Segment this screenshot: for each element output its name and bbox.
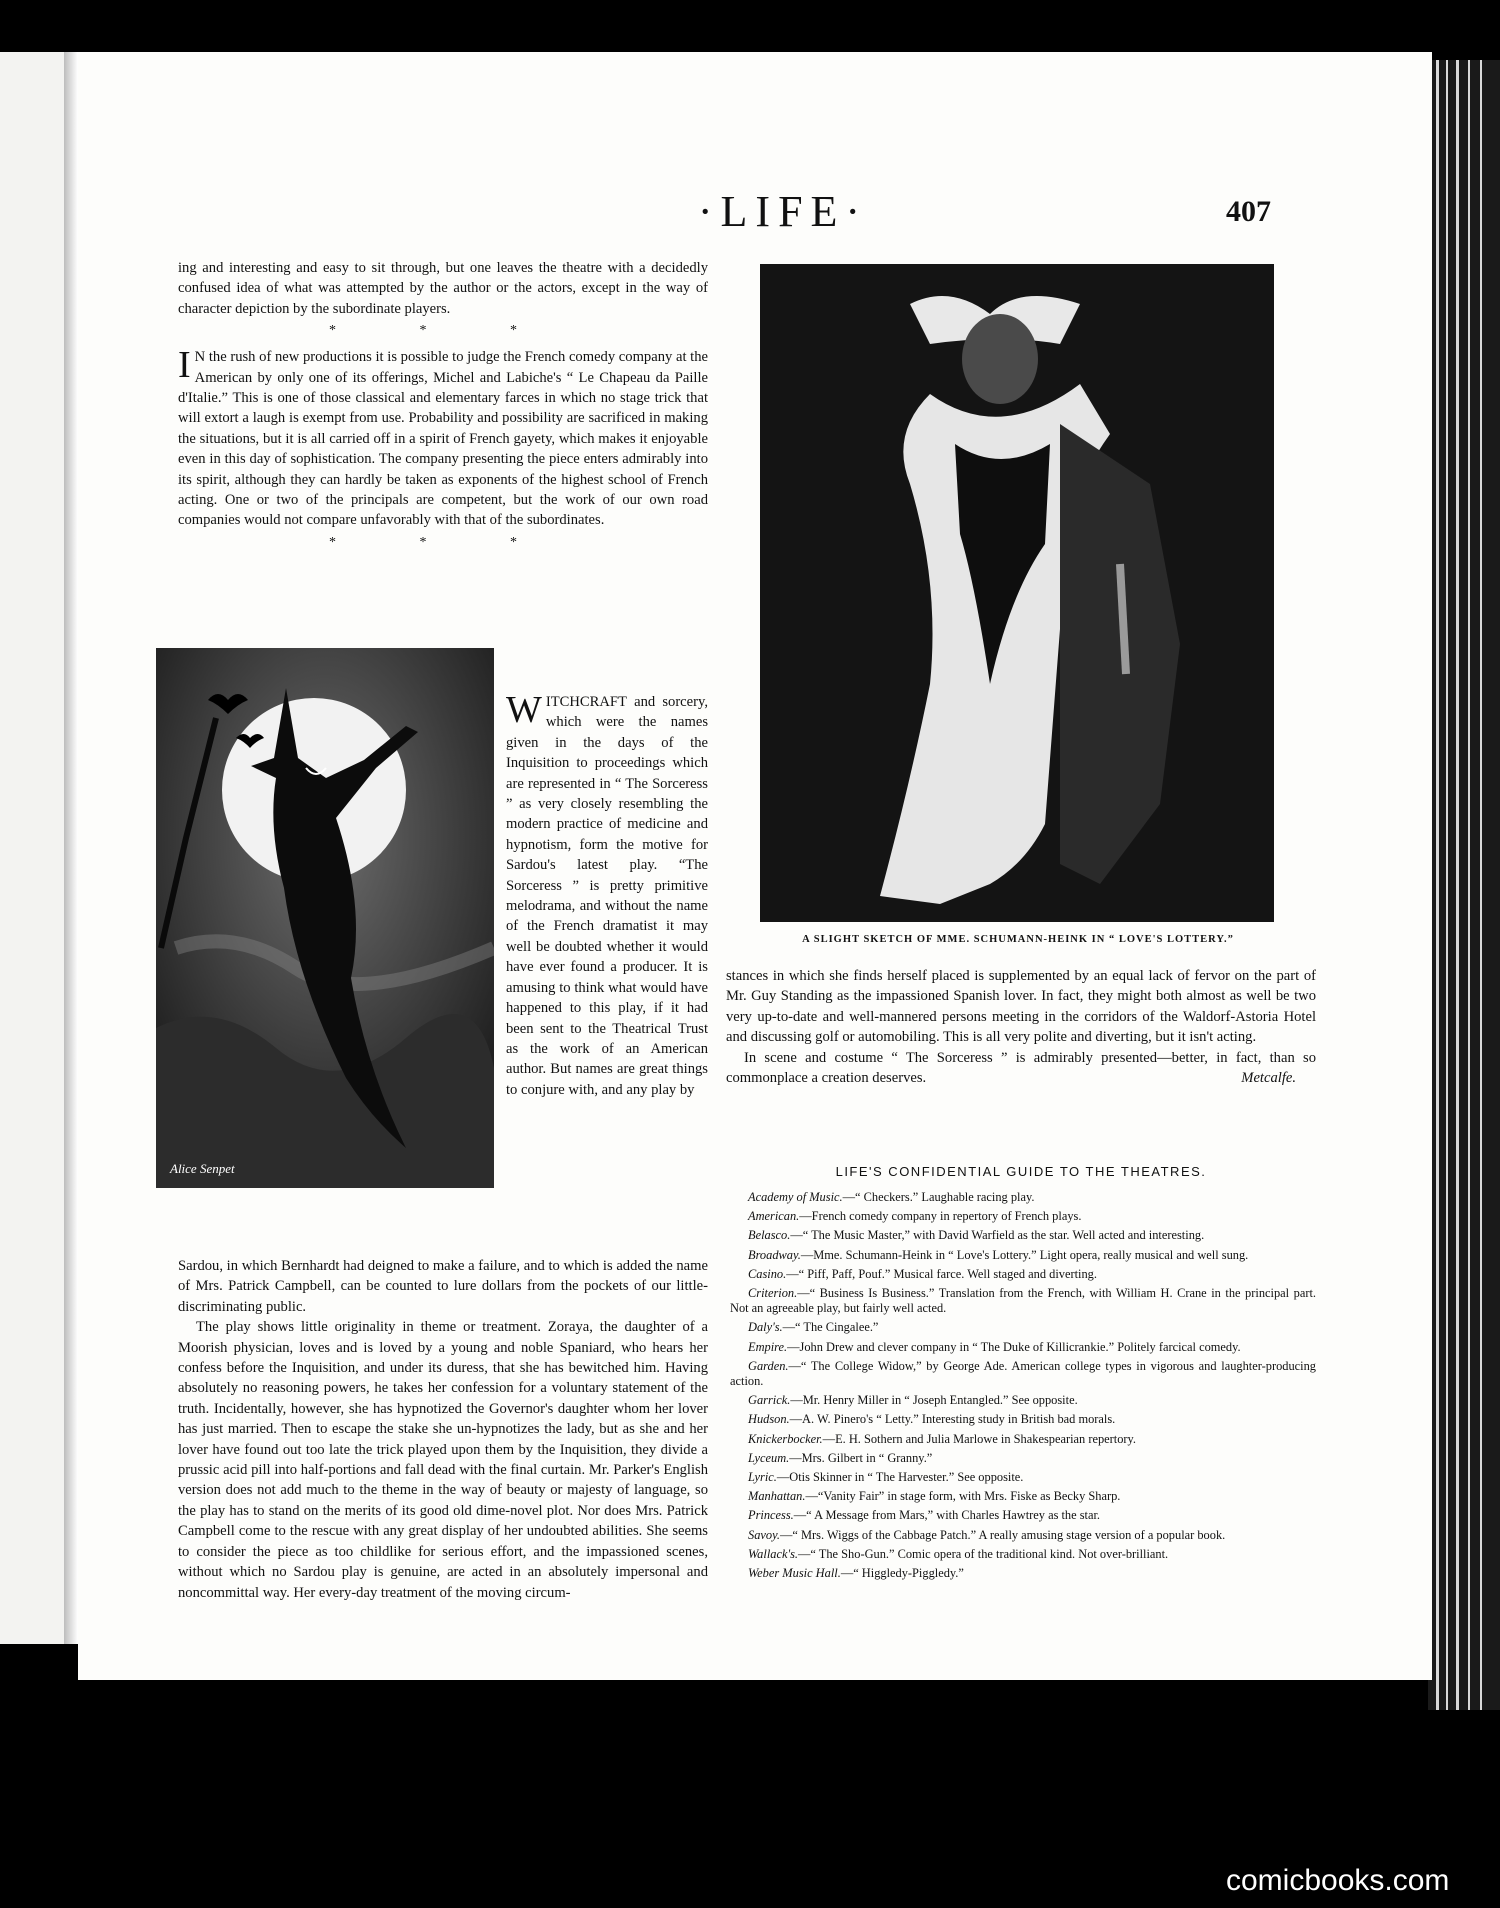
paragraph-text: In scene and costume “ The Sorceress ” is admirably presented—better, in fact, than so commonplace a creation deserves. — [726, 1049, 1316, 1087]
guide-description: —“ The College Widow,” by George Ade. American college types in vigorous and laughter-producing action. — [730, 1358, 1316, 1389]
guide-theatre-name: American. — [748, 1209, 800, 1224]
guide-entry — [730, 1393, 1316, 1408]
guide-theatre-name: Lyceum. — [748, 1450, 790, 1465]
guide-entry — [730, 1190, 1316, 1205]
paragraph-sardou: Sardou, in which Bernhardt had deigned to make a failure, and to which is added the name of Mrs. Patrick Campbell, can be counted to lure dollars from the pockets of our little-discriminating public. — [178, 1258, 708, 1315]
guide-description: —“ Higgledy-Piggledy.” — [840, 1566, 964, 1581]
guide-theatre-name: Wallack's. — [748, 1546, 799, 1561]
guide-theatre-name: Garden. — [748, 1358, 789, 1373]
guide-entry — [730, 1547, 1316, 1562]
paragraph-scene — [726, 1048, 1316, 1089]
paragraph-continuation: stances in which she finds herself placed is supplemented by an equal lack of fervor on the part of Mr. Guy Standing as the impassioned Spanish lover. In fact, they might both almost as well be two very up-to-date and well-mannered persons meeting in the corridors of the Waldorf-Astoria Hotel and discussing golf or automobiling. This is all very polite and diverting, but it isn't acting. — [726, 968, 1316, 1046]
guide-theatre-name: Manhattan. — [748, 1489, 806, 1504]
paragraph-french-comedy — [178, 344, 708, 531]
page-number: 407 — [1226, 195, 1271, 228]
section-separator: * * * — [329, 323, 557, 339]
guide-description: —“ Piff, Paff, Pouf.” Musical farce. Well staged and diverting. — [786, 1266, 1097, 1281]
paragraph-text: and sorcery, which were the names given in the days of the Inquisition to proceedings which are represented in “ The Sorceress ” as very closely resembling the modern practice of medicine and hypnotism, form the motive for Sardou's latest play. “The Sorceress ” is pretty primitive melodrama, and without the name of the French dramatist it may well be doubted whether it would have ever found a producer. It is amusing to think what would have happened to this play, if it had been sent to the Theatrical Trust as the work of an American author. But names are great things to conjure with, and any play by — [506, 694, 708, 1098]
guide-description: —“ The Cingalee.” — [782, 1320, 879, 1335]
book-page-edges — [1428, 60, 1500, 1710]
schumann-heink-photo — [760, 264, 1274, 922]
guide-description: —French comedy company in repertory of French plays. — [799, 1209, 1082, 1224]
guide-description: —“ The Sho-Gun.” Comic opera of the traditional kind. Not over-brilliant. — [798, 1546, 1169, 1561]
guide-description: —John Drew and clever company in “ The Duke of Killicrankie.” Politely farcical comedy. — [787, 1339, 1241, 1354]
masthead-title: ·LIFE· — [697, 187, 869, 236]
watermark: comicbooks.com — [1226, 1864, 1450, 1897]
lead-word: ITCHCRAFT — [545, 694, 627, 710]
paragraph-continued: ing and interesting and easy to sit through, but one leaves the theatre with a decidedly confused idea of what was attempted by the author or the actors, except in the way of character depiction by the subordinate players. — [178, 260, 708, 317]
right-column-text — [726, 966, 1316, 1088]
guide-theatre-name: Garrick. — [748, 1393, 791, 1408]
guide-theatre-name: Belasco. — [748, 1228, 791, 1243]
guide-theatre-name: Knickerbocker. — [748, 1431, 823, 1446]
guide-entry — [730, 1451, 1316, 1466]
guide-theatre-name: Weber Music Hall. — [748, 1566, 841, 1581]
guide-entry — [730, 1209, 1316, 1224]
guide-entry — [730, 1248, 1316, 1263]
theatre-guide-title: LIFE'S CONFIDENTIAL GUIDE TO THE THEATRES. — [835, 1164, 1207, 1179]
guide-entry — [730, 1228, 1316, 1243]
guide-entry — [730, 1286, 1316, 1316]
previous-page-edge — [0, 52, 64, 1644]
paragraph-witchcraft — [506, 689, 708, 1100]
witchcraft-column — [506, 689, 708, 1100]
left-column-bottom — [178, 1256, 708, 1603]
guide-theatre-name: Empire. — [748, 1339, 788, 1354]
guide-entry — [730, 1340, 1316, 1355]
guide-entry — [730, 1528, 1316, 1543]
guide-theatre-name: Academy of Music. — [748, 1190, 843, 1204]
guide-entry — [730, 1508, 1316, 1523]
witch-illustration — [156, 648, 494, 1188]
drop-cap: I — [178, 344, 191, 387]
illustrator-signature: Alice Senpet — [170, 1161, 235, 1176]
guide-theatre-name: Princess. — [748, 1508, 794, 1523]
guide-theatre-name: Daly's. — [748, 1320, 783, 1335]
guide-entry — [730, 1470, 1316, 1485]
guide-description: —Otis Skinner in “ The Harvester.” See opposite. — [776, 1470, 1024, 1485]
guide-description: —“ Business Is Business.” Translation from the French, with William H. Crane in the principal part. Not an agreeable play, but fairly well acted. — [730, 1286, 1316, 1316]
left-column-top — [178, 258, 708, 559]
guide-theatre-name: Savoy. — [748, 1527, 780, 1542]
magazine-page — [78, 52, 1432, 1680]
page-gutter-shadow — [64, 52, 78, 1644]
guide-description: —“ Checkers.” Laughable racing play. — [842, 1190, 1035, 1204]
guide-entry — [730, 1566, 1316, 1581]
guide-description: —A. W. Pinero's “ Letty.” Interesting study in British bad morals. — [789, 1412, 1116, 1427]
guide-entry — [730, 1320, 1316, 1335]
guide-description: —Mme. Schumann-Heink in “ Love's Lottery.” Light opera, really musical and well sung. — [800, 1247, 1249, 1262]
guide-description: —“ The Music Master,” with David Warfield as the star. Well acted and interesting. — [790, 1228, 1205, 1243]
theatre-guide-list — [730, 1190, 1316, 1585]
guide-description: —Mr. Henry Miller in “ Joseph Entangled.” See opposite. — [790, 1393, 1078, 1408]
guide-theatre-name: Criterion. — [748, 1286, 798, 1301]
guide-entry — [730, 1267, 1316, 1282]
guide-description: —“ Mrs. Wiggs of the Cabbage Patch.” A really amusing stage version of a popular book. — [780, 1527, 1226, 1542]
guide-description: —E. H. Sothern and Julia Marlowe in Shakespearian repertory. — [822, 1431, 1137, 1446]
guide-theatre-name: Lyric. — [748, 1470, 777, 1485]
guide-entry — [730, 1432, 1316, 1447]
guide-entry — [730, 1489, 1316, 1504]
guide-theatre-name: Hudson. — [748, 1412, 790, 1427]
section-separator-2: * * * — [329, 534, 557, 550]
guide-description: —“Vanity Fair” in stage form, with Mrs. Fiske as Becky Sharp. — [805, 1489, 1121, 1504]
guide-description: —Mrs. Gilbert in “ Granny.” — [789, 1450, 933, 1465]
guide-entry — [730, 1412, 1316, 1427]
paragraph-text: N the rush of new productions it is possible to judge the French comedy company at the American by only one of its offerings, Michel and Labiche's “ Le Chapeau da Paille d'Italie.” This is one of those classical and elementary farces in which no stage trick that will extort a laugh is exempt from use. Probability and possibility are sacrificed in making the situations, but it is all carried off in a spirit of French gayety, which makes it enjoyable even in this day of sophistication. The company presenting the piece enters admirably into its spirit, although they can hardly be taken as exponents of the highest school of French acting. One or two of the principals are competent, but the work of our own road companies would not compare unfavorably with that of the subordinates. — [178, 349, 708, 529]
guide-description: —“ A Message from Mars,” with Charles Hawtrey as the star. — [793, 1508, 1101, 1523]
guide-theatre-name: Broadway. — [748, 1247, 801, 1262]
paragraph-plot: The play shows little originality in theme or treatment. Zoraya, the daughter of a Moorish physician, loves and is loved by a young and noble Spaniard, who hears her confess before the Inquisition, and under its duress, that she has bewitched him. Having absolutely no reasoning powers, he takes her confession for a voluntary statement of the truth. Incidentally, however, she has hypnotized the Governor's daughter whom her lover has just married. Then to escape the stake she un-hypnotizes the lady, but as she and her lover have found out too late the trick played upon them by the Inquisition, they divide a prussic acid pill into half-portions and fall dead with the final curtain. Mr. Parker's English version does not add much to the theme in the way of beauty or majesty of language, so the play has to stand on the merits of its good old dime-novel plot. Nor does Mrs. Patrick Campbell come to the rescue with any great display of her undoubted abilities. She seems to consider the piece as too childlike for serious effort, and the impassioned scenes, without which no Sardou play is genuine, are acted in an absolutely impersonal and noncommittal way. Her every-day treatment of the moving circum- — [178, 1319, 708, 1601]
drop-cap-w: W — [506, 689, 542, 731]
photo-caption: A SLIGHT SKETCH OF MME. SCHUMANN-HEINK IN “ LOVE'S LOTTERY.” — [802, 934, 1234, 945]
guide-theatre-name: Casino. — [748, 1266, 787, 1281]
author-signature: Metcalfe. — [1241, 1070, 1296, 1087]
guide-entry — [730, 1359, 1316, 1389]
